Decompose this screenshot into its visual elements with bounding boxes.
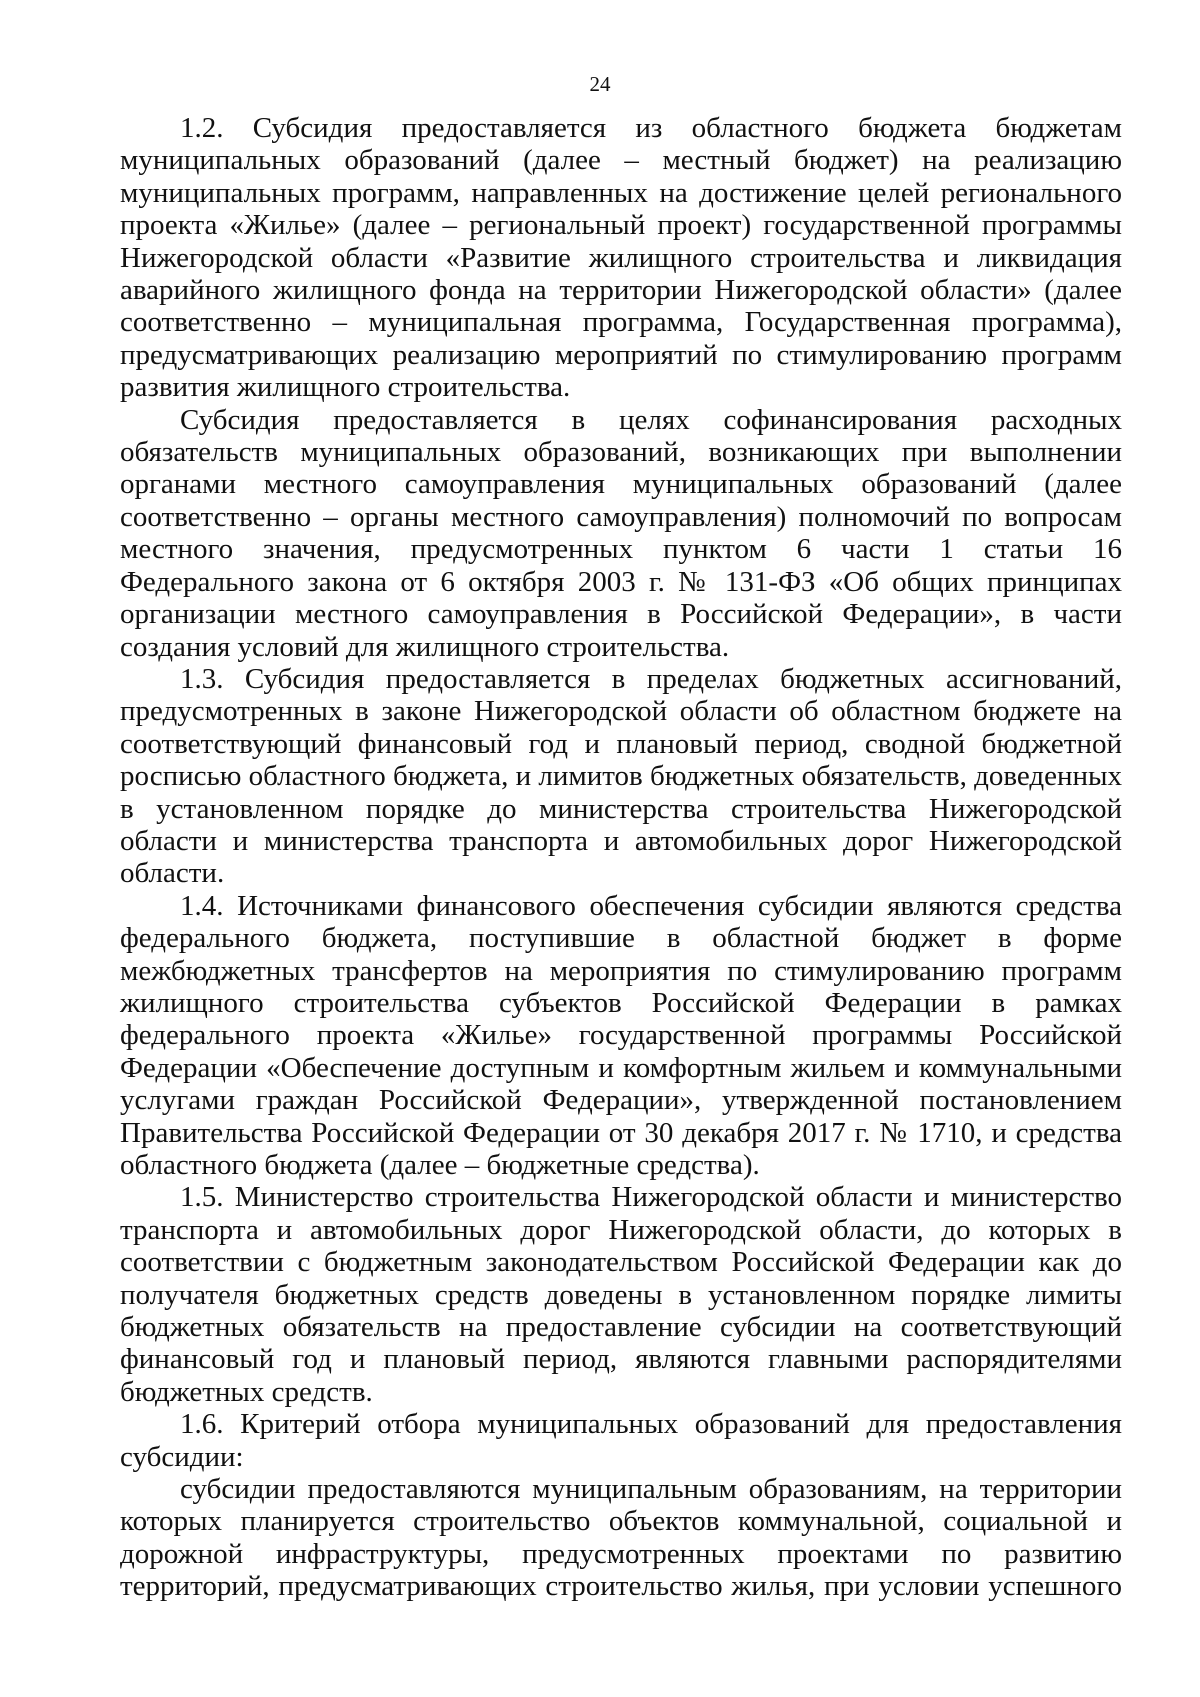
document-body bbox=[120, 112, 1122, 1603]
paragraph-1-4: 1.4. Источниками финансового обеспечения субсидии являются средства федерального бюджета, поступившие в областной бюджет в форме межбюджетных трансфертов на мероприятия по стимулированию программ жилищного строительства субъектов Российской Федерации в рамках федерального проекта «Жилье» государственной программы Российской Федерации «Обеспечение доступным и комфортным жильем и коммунальными услугами граждан Российской Федерации», утвержденной постановлением Правительства Российской Федерации от 30 декабря 2017 г. № 1710, и средства областного бюджета (далее – бюджетные средства). bbox=[120, 889, 1122, 1181]
paragraph-1-5: 1.5. Министерство строительства Нижегородской области и министерство транспорта и автомобильных дорог Нижегородской области, до которых в соответствии с бюджетным законодательством Российской Федерации как до получателя бюджетных средств доведены в установленном порядке лимиты бюджетных обязательств на предоставление субсидии на соответствующий финансовый год и плановый период, являются главными распорядителями бюджетных средств. bbox=[120, 1181, 1122, 1408]
paragraph-1-6: 1.6. Критерий отбора муниципальных образований для предоставления субсидии: bbox=[120, 1408, 1122, 1473]
paragraph-1-2: 1.2. Субсидия предоставляется из областного бюджета бюджетам муниципальных образований (далее – местный бюджет) на реализацию муниципальных программ, направленных на достижение целей регионального проекта «Жилье» (далее – региональный проект) государственной программы Нижегородской области «Развитие жилищного строительства и ликвидация аварийного жилищного фонда на территории Нижегородской области» (далее соответственно – муниципальная программа, Государственная программа), предусматривающих реализацию мероприятий по стимулированию программ развития жилищного строительства. bbox=[120, 112, 1122, 404]
paragraph-selection-criterion: субсидии предоставляются муниципальным образованиям, на территории которых планируется строительство объектов коммунальной, социальной и дорожной инфраструктуры, предусмотренных проектами по развитию территорий, предусматривающих строительство жилья, при условии успешного bbox=[120, 1473, 1122, 1603]
paragraph-subsidy-purpose: Субсидия предоставляется в целях софинансирования расходных обязательств муниципальных образований, возникающих при выполнении органами местного самоуправления муниципальных образований (далее соответственно – органы местного самоуправления) полномочий по вопросам местного значения, предусмотренных пунктом 6 части 1 статьи 16 Федерального закона от 6 октября 2003 г. № 131-ФЗ «Об общих принципах организации местного самоуправления в Российской Федерации», в части создания условий для жилищного строительства. bbox=[120, 403, 1122, 663]
paragraph-1-3: 1.3. Субсидия предоставляется в пределах бюджетных ассигнований, предусмотренных в законе Нижегородской области об областном бюджете на соответствующий финансовый год и плановый период, сводной бюджетной росписью областного бюджета, и лимитов бюджетных обязательств, доведенных в установленном порядке до министерства строительства Нижегородской области и министерства транспорта и автомобильных дорог Нижегородской области. bbox=[120, 662, 1123, 890]
page-number: 24 bbox=[589, 72, 611, 96]
